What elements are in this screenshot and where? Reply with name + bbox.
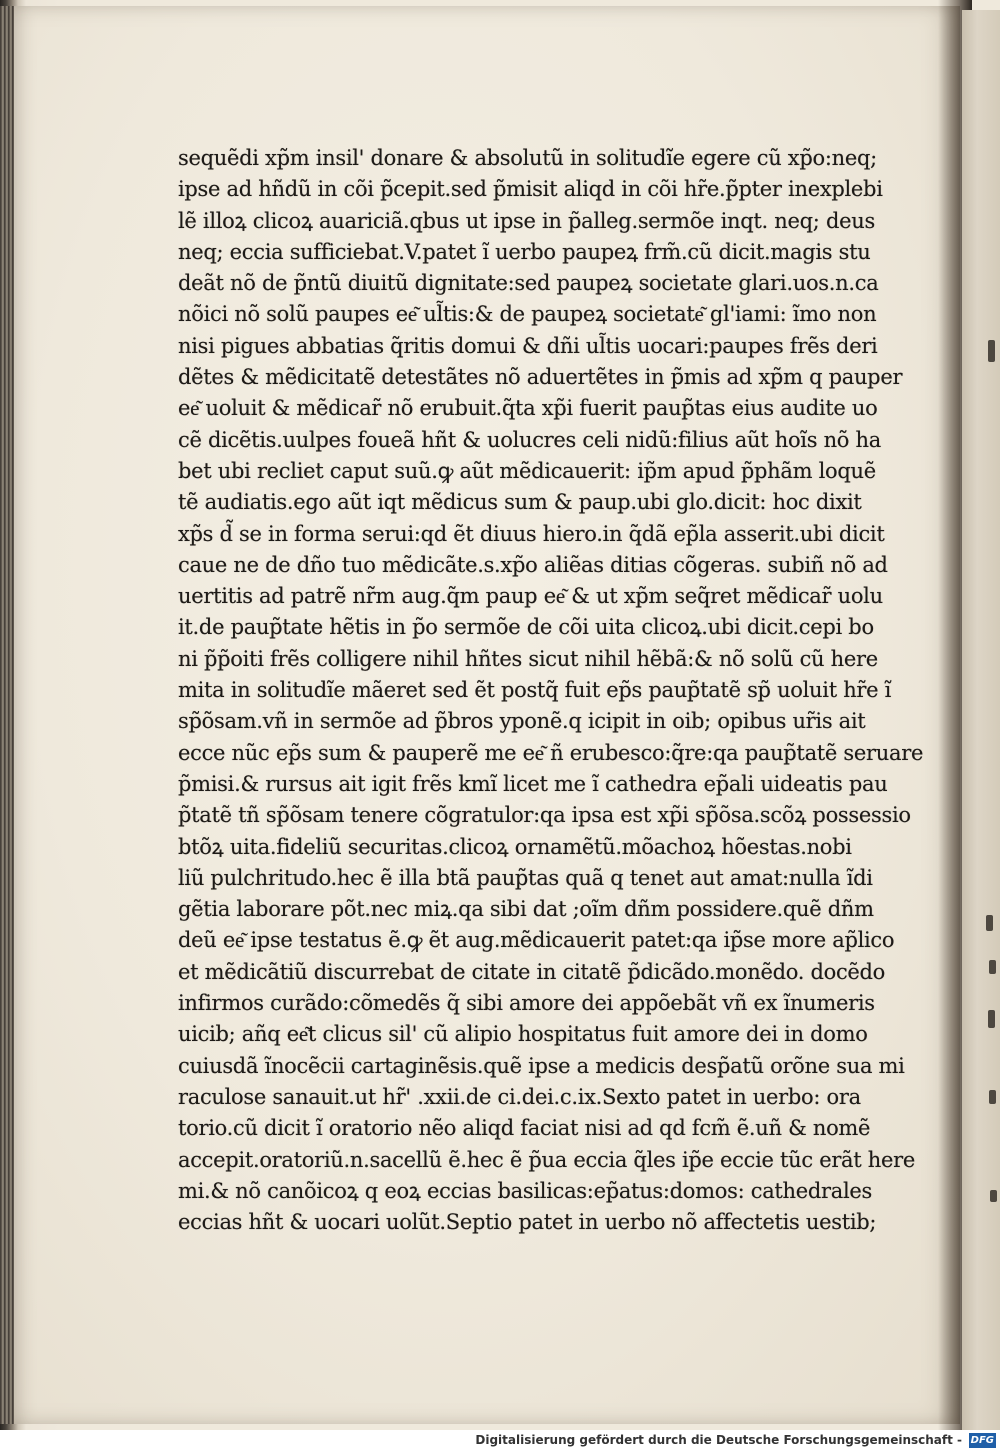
text-line: mi.& nõ canõicoꝝ q eoꝝ eccias basilicas:ep̃atus:domos: cathedrales [178, 1178, 873, 1203]
text-line: cẽ dicẽtis.uulpes foueã hñt & uolucres celi nidũ:filius aũt hoĩs nõ ha [178, 427, 881, 452]
text-line: deũ ee͂ ipse testatus ẽ.ꝙ ẽt aug.mẽdicauerit patet:qa ip̃se more ap̃lico [178, 928, 895, 953]
facing-text-fragment [988, 1010, 995, 1028]
text-line: eccias hñt & uocari uolũt.Septio patet in uerbo nõ affectetis uestib; [178, 1210, 877, 1235]
text-line: ipse ad hñdũ in cõi p̃cepit.sed p̃misit aliqd in cõi hr̃e.p̃pter inexplebi [178, 177, 883, 202]
text-line: torio.cũ dicit ĩ oratorio nẽo aliqd faciat nisi ad qd fcm̃ ẽ.uñ & nomẽ [178, 1116, 871, 1141]
text-line: p̃tatẽ tñ sp̃õsam tenere cõgratulor:qa ipsa est xp̃i sp̃õsa.scõꝝ possessio [178, 803, 911, 828]
text-line: infirmos curãdo:cõmedẽs q̃ sibi amore dei appõebãt vñ ex ĩnumeris [178, 991, 875, 1016]
text-line: liũ pulchritudo.hec ẽ illa btã paup̃tas quã q tenet aut amat:nulla ĩdi [178, 865, 873, 890]
facing-page-edge [962, 10, 1000, 1430]
text-line: xp̃s d̃ se in forma serui:qd ẽt diuus hiero.in q̃dã ep̃la asserit.ubi dicit [178, 521, 885, 546]
text-line: ecce nũc ep̃s sum & pauperẽ me ee͂ ñ erubesco:q̃re:qa paup̃tatẽ seruare [178, 740, 924, 765]
dfg-logo: DFG [970, 1435, 994, 1446]
text-line: sp̃õsam.vñ in sermõe ad p̃bros yponẽ.q icipit in oib; opibus ur̃is ait [178, 709, 866, 734]
facing-text-fragment [989, 960, 996, 974]
facing-text-fragment [990, 1190, 997, 1202]
text-line: tẽ audiatis.ego aũt iqt mẽdicus sum & paup.ubi glo.dicit: hoc dixit [178, 490, 862, 515]
text-line: raculose sanauit.ut hr̃' .xxii.de ci.dei.c.ix.Sexto patet in uerbo: ora [178, 1084, 861, 1109]
text-line: neq; eccia sufficiebat.V.patet ĩ uerbo paupeꝝ frm̃.cũ dicit.magis stu [178, 239, 871, 264]
facing-text-fragment [988, 340, 995, 362]
text-line: btõꝝ uita.fideliũ securitas.clicoꝝ ornamẽtũ.mõachoꝝ hõestas.nobi [178, 834, 852, 859]
printed-text-block [178, 143, 924, 1238]
text-line: uertitis ad patrẽ nr̃m aug.q̃m paup ee͂ & ut xp̃m seq̃ret mẽdicar̃ uolu [178, 584, 883, 609]
text-line: cuiusdã ĩnocẽcii cartaginẽsis.quẽ ipse a medicis desp̃atũ orõne sua mi [178, 1053, 905, 1078]
text-line: et mẽdicãtiũ discurrebat de citate in citatẽ p̃dicãdo.monẽdo. docẽdo [178, 959, 886, 984]
text-line: lẽ illoꝝ clicoꝝ auariciã.qbus ut ipse in p̃alleg.sermõe inqt. neq; deus [178, 208, 875, 233]
text-line: nisi pigues abbatias q̃ritis domui & dñi ul̃tis uocari:paupes frẽs deri [178, 333, 878, 358]
text-line: it.de paup̃tate hẽtis in p̃o sermõe de cõi uita clicoꝝ.ubi dicit.cepi bo [178, 615, 874, 640]
footer-bar [0, 1430, 1000, 1451]
text-line: p̃misi.& rursus ait igit frẽs kmĩ licet me ĩ cathedra ep̃ali uideatis pau [178, 771, 888, 796]
text-line: ni p̃p̃oiti frẽs colligere nihil hñtes sicut nihil hẽbã:& nõ solũ cũ here [178, 646, 878, 671]
text-line: deãt nõ de p̃ntũ diuitũ dignitate:sed paupeꝝ societate glari.uos.n.ca [178, 271, 879, 296]
facing-text-fragment [986, 915, 993, 931]
text-line: sequẽdi xp̃m insil' donare & absolutũ in solitudĩe egere cũ xp̃o:neq; [178, 146, 877, 170]
text-line: ee͂ uoluit & mẽdicar̃ nõ erubuit.q̃ta xp̃i fuerit paup̃tas eius audite uo [178, 396, 878, 421]
text-line: caue ne de dño tuo mẽdicãte.s.xp̃o aliẽas ditias cõgeras. subiñ nõ ad [178, 552, 888, 577]
text-line: dẽtes & mẽdicitatẽ detestãtes nõ aduertẽtes in p̃mis ad xp̃m q pauper [178, 365, 903, 390]
funding-credit: Digitalisierung gefördert durch die Deutsche Forschungsgemeinschaft - [475, 1433, 962, 1447]
facing-text-fragment [989, 1090, 996, 1104]
text-line: uicib; añq ee͂t clicus sil' cũ alipio hospitatus fuit amore dei in domo [178, 1022, 868, 1047]
text-line: mita in solitudĩe mãeret sed ẽt postq̃ fuit ep̃s paup̃tatẽ sp̃ uoluit hr̃e ĩ [178, 678, 892, 703]
text-line: bet ubi recliet caput suũ.ꝙ aũt mẽdicauerit: ip̃m apud p̃phãm loquẽ [178, 458, 876, 483]
text-line: nõici nõ solũ paupes ee͂ ul̃tis:& de paupeꝝ societate͂ gl'iami: ĩmo non [178, 302, 877, 327]
text-line: gẽtia laborare põt.nec miꝝ.qa sibi dat ;oĩm dñm possidere.quẽ dñm [178, 897, 874, 922]
text-line: accepit.oratoriũ.n.sacellũ ẽ.hec ẽ p̃ua eccia q̃les ip̃e eccie tũc erãt here [178, 1147, 916, 1172]
